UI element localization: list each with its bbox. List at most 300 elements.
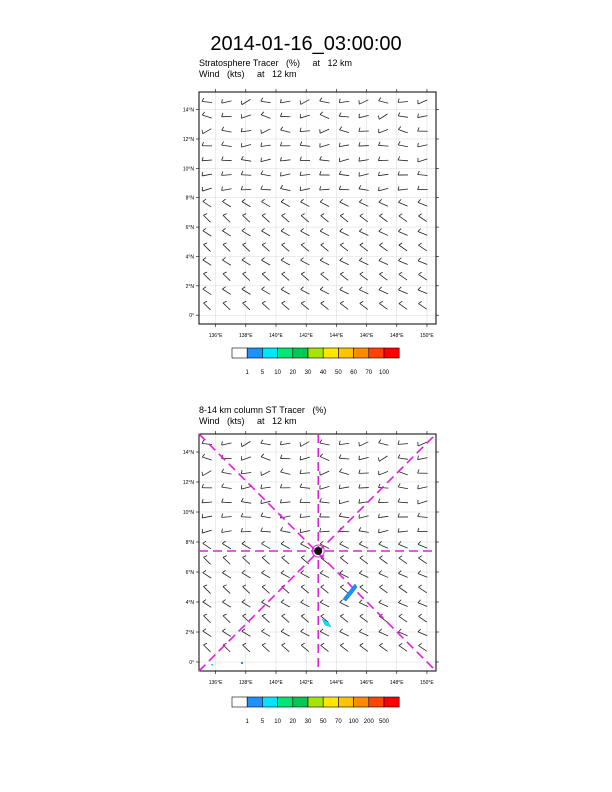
wind-barb [203,303,210,310]
wind-barb [379,456,387,461]
wind-barb-feather [203,629,206,631]
wind-barb-feather [339,99,340,103]
wind-barb [320,101,330,103]
wind-barb-feather [202,514,203,518]
x-tick-label: 140°E [269,680,283,686]
wind-barb-feather [398,112,400,116]
wind-barb [359,160,369,162]
wind-barb-feather [418,272,421,274]
colorbar-label: 10 [274,370,281,376]
wind-barb [243,274,250,281]
colorbar-label: 20 [289,370,297,376]
wind-barb [399,646,407,652]
wind-barb-feather [418,528,419,532]
wind-barb-feather [379,439,381,442]
wind-barb [320,471,329,475]
wind-barb [261,101,271,103]
wind-barb [203,129,212,134]
wind-barb [282,558,290,565]
wind-barb-feather [300,499,301,503]
wind-barb-feather [301,585,304,587]
wind-barb-feather [261,186,263,190]
wind-barb-feather [282,556,286,558]
wind-barb-feather [360,643,363,645]
wind-barb-feather [340,301,343,303]
wind-barb-feather [261,513,263,516]
wind-barb [339,130,349,133]
wind-barb-feather [222,258,225,260]
wind-barb-feather [339,143,340,147]
wind-barb [281,130,291,132]
wind-barb-feather [359,228,362,231]
wind-barb [418,290,427,294]
wind-barb-feather [398,156,400,160]
colorbar-swatch [262,348,277,358]
colorbar-label: 50 [319,719,327,725]
wind-barb-feather [222,127,224,130]
wind-barb [379,544,388,548]
wind-barb-feather [262,556,266,558]
wind-barb [359,100,368,104]
wind-barb [243,215,250,222]
wind-barb-feather [418,114,419,118]
wind-barb [262,587,269,594]
wind-barb-feather [222,514,223,518]
wind-barb-feather [203,541,206,543]
wind-barb-feather [222,142,224,146]
wind-barb-feather [282,643,286,645]
wind-barb [222,602,230,607]
colorbar-swatch [338,348,353,358]
wind-barb [339,501,349,504]
wind-barb-feather [379,287,382,290]
wind-barb-feather [280,113,282,117]
wind-barb [202,530,212,533]
wind-barb-feather [222,484,224,488]
wind-barb-feather [378,484,380,488]
wind-barb-feather [301,541,304,544]
wind-barb-feather [398,258,401,261]
wind-barb-feather [359,527,361,530]
colorbar-swatch [232,697,247,707]
wind-barb-feather [321,643,324,645]
x-tick-label: 150°E [420,680,434,686]
tracer-contour [211,664,213,666]
wind-barb [301,573,310,578]
wind-barb-feather [379,585,382,587]
wind-barb [418,216,426,222]
wind-barb [398,189,408,190]
wind-barb [202,516,212,518]
wind-barb-feather [398,498,400,502]
wind-barb [320,260,329,265]
wind-barb [300,516,310,517]
wind-barb-feather [359,484,360,488]
wind-barb [282,645,290,652]
wind-barb-feather [418,229,421,232]
wind-barb-feather [340,556,343,558]
wind-barb [359,516,369,519]
wind-barb-feather [320,541,323,544]
wind-barb-feather [379,214,382,216]
wind-barb-feather [203,614,207,616]
wind-barb [378,516,388,517]
wind-barb [339,116,349,117]
wind-barb [340,216,348,222]
wind-barb [321,303,329,309]
x-tick-label: 142°E [299,680,314,686]
wind-barb-feather [398,99,399,103]
wind-barb [359,442,368,446]
wind-barb-feather [262,643,266,645]
wind-barb [262,303,269,310]
wind-barb [418,261,427,265]
wind-barb [359,231,368,235]
wind-barb-feather [340,614,343,616]
wind-barb [203,289,211,294]
wind-barb [320,160,330,161]
wind-barb-feather [340,214,343,216]
colorbar-swatch [293,697,308,707]
wind-barb-feather [203,228,206,230]
wind-barb [320,115,329,119]
wind-barb-feather [300,142,302,146]
wind-barb [223,245,230,252]
wind-barb [321,216,329,222]
wind-barb [379,216,387,222]
wind-barb-feather [282,301,286,303]
wind-barb-feather [223,585,227,587]
wind-barb [261,260,270,265]
wind-barb [261,516,271,518]
wind-barb [398,531,408,532]
wind-barb-feather [378,457,379,461]
wind-barb-feather [280,484,281,488]
wind-barb-feather [242,287,245,289]
wind-barb-feather [339,113,341,117]
wind-barb [340,202,349,206]
wind-barb [301,100,310,105]
wind-barb-feather [282,243,286,245]
wind-barb-feather [242,570,245,572]
wind-barb-feather [222,199,225,201]
wind-barb-feather [359,128,360,132]
wind-barb [320,144,330,147]
wind-barb-feather [398,441,399,445]
wind-barb-feather [321,614,324,616]
wind-barb [399,616,407,622]
wind-barb-feather [320,287,323,290]
wind-barb [222,517,232,518]
wind-barb [339,145,349,147]
wind-barb [241,131,251,132]
colorbar-swatch [354,697,369,707]
wind-barb-feather [339,455,341,459]
y-tick-label: 2°N [185,283,194,290]
wind-barb-feather [202,112,205,115]
wind-barb-feather [339,171,341,175]
wind-barb-feather [321,301,324,303]
wind-barb [281,544,290,549]
wind-barb-feather [222,113,223,117]
wind-barb-feather [418,469,419,473]
x-tick-label: 148°E [389,680,404,686]
wind-barb [281,289,290,294]
wind-barb-feather [241,156,243,159]
wind-barb [320,189,330,190]
wind-barb-feather [359,470,360,474]
wind-barb-feather [379,243,382,245]
wind-barb [340,290,349,294]
wind-barb-feather [262,614,266,616]
wind-barb [282,245,290,252]
wind-barb [339,516,349,517]
wind-barb-feather [203,272,207,274]
wind-barb-feather [398,629,401,632]
wind-barb-feather [301,258,304,261]
wind-barb-feather [399,643,402,645]
colorbar-label: 40 [319,370,327,376]
colorbar-swatch [308,697,323,707]
wind-barb [300,115,310,118]
y-tick-label: 6°N [185,225,194,232]
storm-center-marker [314,547,322,555]
wind-barb-feather [300,514,301,518]
wind-barb [203,215,210,222]
wind-barb-feather [398,287,401,290]
wind-barb-feather [399,243,402,245]
wind-barb [241,175,251,176]
y-tick-label: 6°N [185,570,194,576]
wind-barb-feather [300,529,301,533]
wind-barb [203,244,210,251]
wind-barb-feather [360,301,363,303]
wind-barb [320,231,329,236]
wind-barb [203,543,211,548]
figure-title: 2014-01-16_03:00:00 [210,33,402,55]
wind-barb [418,544,427,548]
wind-barb-feather [281,127,283,130]
wind-barb-feather [339,485,340,489]
wind-barb [300,531,310,533]
wind-barb [321,245,329,251]
tracer-contour [343,584,357,601]
wind-barb [418,159,428,162]
wind-barb [281,202,290,207]
wind-barb [222,101,232,103]
wind-barb-feather [399,614,402,616]
wind-barb-feather [359,287,362,290]
wind-barb [359,115,369,117]
wind-barb-feather [202,484,203,488]
wind-barb-feather [222,499,224,503]
wind-barb-feather [222,172,223,176]
wind-barb [242,441,250,446]
wind-barb [418,616,426,622]
wind-barb [379,202,388,206]
wind-barb-feather [223,556,227,558]
y-tick-label: 0° [189,660,194,666]
y-tick-label: 0° [189,313,194,320]
wind-barb-feather [300,442,301,446]
wind-barb [241,517,251,518]
wind-barb-feather [280,157,281,161]
wind-barb-feather [261,171,263,174]
wind-barb-feather [378,142,380,146]
wind-barb [359,457,369,459]
wind-barb [379,573,388,577]
wind-barb [379,129,388,133]
wind-barb [280,101,290,103]
wind-barb-feather [222,187,223,191]
wind-barb [339,487,349,489]
wind-barb [340,303,348,309]
wind-barb-feather [360,243,363,245]
wind-barb-feather [223,301,227,303]
y-tick-label: 8°N [185,195,194,202]
wind-barb-feather [300,100,301,104]
wind-barb-feather [261,440,263,443]
wind-barb [282,303,290,310]
wind-barb-feather [282,272,286,274]
wind-barb-feather [241,186,242,190]
wind-barb-feather [223,614,227,616]
wind-barb [202,457,212,460]
wind-barb-feather [241,101,242,105]
colorbar-label: 30 [304,719,312,725]
wind-barb [398,145,408,147]
wind-barb-feather [223,243,227,245]
wind-barb-feather [418,585,421,587]
x-tick-label: 144°E [329,333,344,339]
wind-barb-feather [300,187,301,191]
wind-barb-feather [202,172,203,176]
wind-barb-feather [398,186,399,190]
wind-barb [418,145,428,147]
wind-barb [379,114,387,119]
wind-barb [340,602,349,606]
wind-barb [418,304,426,310]
wind-barb-feather [280,142,281,146]
colorbar-label: 100 [378,370,390,376]
wind-barb-feather [262,272,266,274]
wind-barb-feather [261,258,264,261]
wind-barb-feather [418,243,421,245]
y-tick-label: 14°N [182,450,194,456]
wind-barb-feather [320,440,322,443]
wind-barb [261,531,271,532]
wind-barb-feather [242,629,245,631]
wind-barb-feather [359,199,362,202]
wind-barb [359,174,369,177]
colorbar-swatch [384,348,399,358]
wind-barb [222,189,232,191]
wind-barb-feather [281,469,283,472]
wind-barb-feather [359,499,360,503]
y-tick-label: 10°N [182,510,194,516]
wind-barb [379,303,387,309]
wind-barb-feather [340,243,343,245]
wind-barb-feather [339,127,341,130]
wind-barb-feather [320,513,321,517]
wind-barb-feather [203,258,206,260]
wind-barb [340,544,349,548]
wind-barb [222,145,232,146]
wind-barb-feather [398,483,400,486]
wind-barb [222,487,232,488]
wind-barb [301,544,310,549]
wind-barb [301,558,309,564]
wind-barb [262,645,269,652]
wind-barb-feather [398,126,401,129]
wind-barb [203,274,210,281]
wind-barb [339,443,349,444]
wind-barb [242,602,251,607]
wind-barb-feather [281,172,282,176]
wind-barb [261,544,270,549]
wind-barb [359,488,369,489]
wind-barb [203,260,211,265]
colorbar-swatch [247,348,262,358]
wind-barb-feather [321,272,324,274]
wind-barb [340,260,349,264]
wind-barb [339,472,349,475]
wind-barb [281,573,290,578]
wind-barb [399,274,407,280]
wind-barb-feather [202,440,204,444]
wind-barb [301,645,309,651]
wind-barb [261,443,271,445]
wind-barb [261,487,271,488]
wind-barb [282,616,290,623]
wind-barb-feather [222,529,223,533]
wind-barb-feather [203,570,206,572]
wind-barb [320,457,329,461]
wind-barb-feather [418,186,419,190]
wind-barb [359,202,368,206]
wind-barb [242,260,251,265]
wind-barb-feather [359,157,360,161]
wind-barb [222,443,232,445]
wind-barb-feather [281,629,284,632]
wind-barb-feather [418,199,421,202]
wind-barb-feather [418,214,421,216]
wind-barb-feather [398,141,400,144]
wind-barb [222,472,232,474]
wind-barb [301,289,310,294]
wind-barb [359,290,368,294]
wind-barb [339,458,349,459]
wind-barb-feather [320,98,322,101]
colorbar-swatch [369,697,384,707]
wind-barb [320,502,330,503]
wind-barb [202,115,212,118]
wind-barb [321,274,329,280]
wind-barb-feather [418,301,421,303]
wind-barb-feather [339,469,341,472]
wind-barb-feather [281,258,284,261]
y-tick-label: 14°N [182,107,194,114]
wind-barb [262,215,269,222]
x-tick-label: 140°E [269,333,283,339]
wind-barb [339,101,349,102]
wind-barb-feather [241,528,242,532]
wind-barb-feather [242,199,245,201]
wind-barb-feather [398,229,401,232]
wind-barb-feather [301,272,304,274]
wind-barb [241,473,251,474]
wind-barb-feather [301,214,304,216]
